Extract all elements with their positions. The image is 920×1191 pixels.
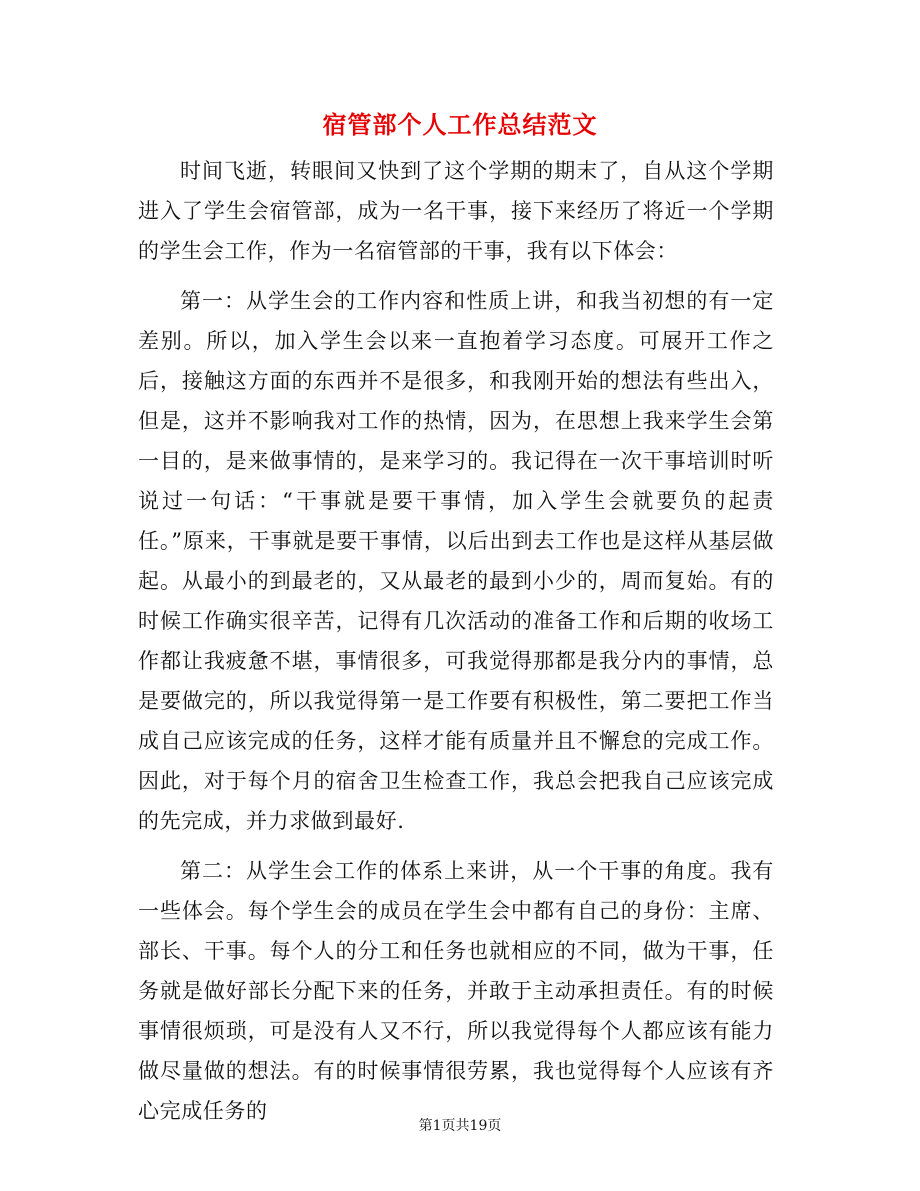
paragraph-second-point: 第二：从学生会工作的体系上来讲，从一个干事的角度。我有一些体会。每个学生会的成员在学生会中都有自己的身份：主席、部长、干事。每个人的分工和任务也就相应的不同，做为干事，任务就是做好部长分配下来的任务，并敢于主动承担责任。有的时候事情很烦琐，可是没有人又不行，所以我觉得每个人都应该有能力做尽量做的想法。有的时候事情很劳累，我也觉得每个人应该有齐心完成任务的 [138,859,774,1123]
paragraph-first-point: 第一：从学生会的工作内容和性质上讲，和我当初想的有一定差别。所以，加入学生会以来一直抱着学习态度。可展开工作之后，接触这方面的东西并不是很多，和我刚开始的想法有些出入，但是，这并不影响我对工作的热情，因为，在思想上我来学生会第一目的，是来做事情的，是来学习的。我记得在一次干事培训时听说过一句话：“干事就是要干事情，加入学生会就要负的起责任。”原来，干事就是要干事情，以后出到去工作也是这样从基层做起。从最小的到最老的，又从最老的最到小少的，周而复始。有的时候工作确实很辛苦，记得有几次活动的准备工作和后期的收场工作都让我疲惫不堪，事情很多，可我觉得那都是我分内的事情，总是要做完的，所以我觉得第一是工作要有积极性，第二要把工作当成自己应该完成的任务，这样才能有质量并且不懈怠的完成工作。因此，对于每个月的宿舍卫生检查工作，我总会把我自己应该完成的先完成，并力求做到最好. [138,289,774,833]
paragraph-intro: 时间飞逝，转眼间又快到了这个学期的期末了，自从这个学期进入了学生会宿管部，成为一名干事，接下来经历了将近一个学期的学生会工作，作为一名宿管部的干事，我有以下体会： [138,159,774,263]
page-number-footer: 第1页共19页 [418,1118,502,1134]
document-body [138,151,774,1131]
document-title: 宿管部个人工作总结范文 [322,110,598,139]
